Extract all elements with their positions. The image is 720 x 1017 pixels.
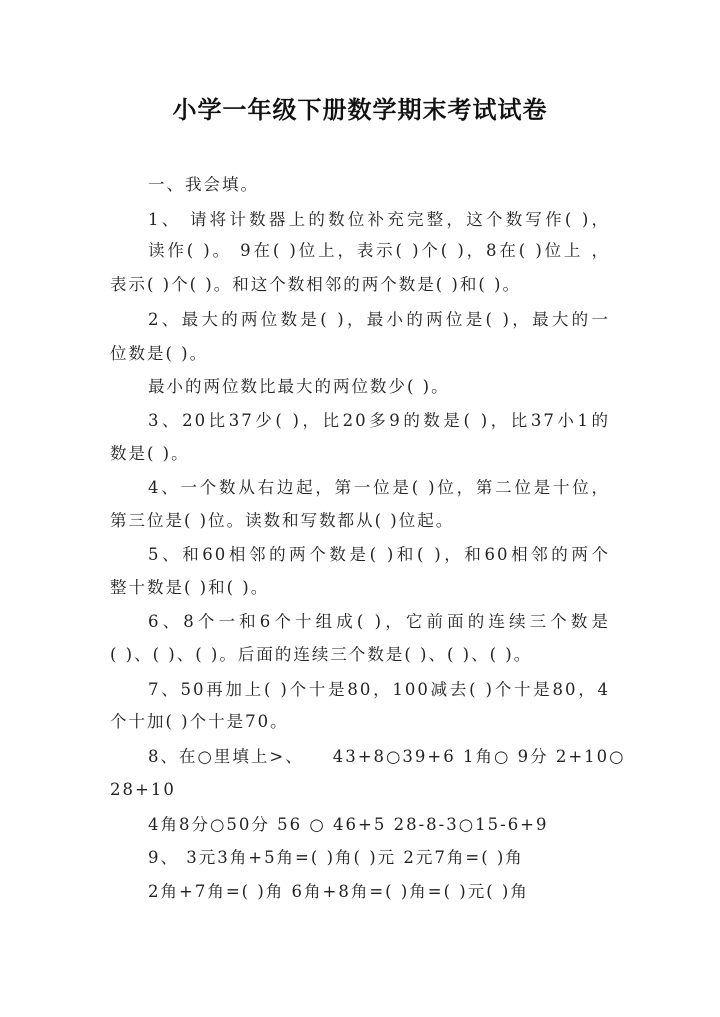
question-2-line-3: 最小的两位数比最大的两位数少( )。	[148, 377, 450, 396]
question-3-line-2: 数是( )。	[110, 444, 190, 463]
question-1-line-1: 1、 请将计数器上的数位补充完整，这个数写作( )，	[148, 210, 610, 229]
question-6-line-1: 6、8个一和6个十组成( )，它前面的连续三个数是	[148, 612, 610, 631]
question-7-line-2: 个十加( )个十是70。	[110, 712, 289, 731]
question-1-line-2: 读作( )。 9在( )位上，表示( )个( )，8在( )位上 ，	[148, 241, 610, 260]
question-3-line-1: 3、20比37少( )，比20多9的数是( )，比37小1的	[148, 411, 610, 430]
question-8-line-1: 8、在○里填上>、 43+8○39+6 1角○ 9分 2+10○	[148, 747, 626, 766]
question-8-line-3: 4角8分○50分 56 ○ 46+5 28-8-3○15-6+9	[148, 815, 549, 834]
question-4-line-1: 4、一个数从右边起，第一位是( )位，第二位是十位，	[148, 478, 610, 497]
document-title: 小学一年级下册数学期末考试试卷	[172, 95, 548, 124]
question-9-line-2: 2角+7角=( )角 6角+8角=( )角=( )元( )角	[148, 882, 529, 901]
question-9-line-1: 9、 3元3角+5角=( )角( )元 2元7角=( )角	[148, 848, 524, 867]
question-8-line-2: 28+10	[110, 780, 176, 799]
question-5-line-1: 5、和60相邻的两个数是( )和( )，和60相邻的两个	[148, 545, 610, 564]
section-heading: 一、我会填。	[148, 175, 259, 194]
question-2-line-1: 2、最大的两位数是( )，最小的两位是( )，最大的一	[148, 310, 610, 329]
question-7-line-1: 7、50再加上( )个十是80，100减去( )个十是80，4	[148, 680, 610, 699]
question-4-line-2: 第三位是( )位。读数和写数都从( )位起。	[110, 511, 455, 530]
question-1-line-3: 表示( )个( )。和这个数相邻的两个数是( )和( )。	[110, 275, 521, 294]
question-5-line-2: 整十数是( )和( )。	[110, 578, 270, 597]
question-6-line-2: ( )、( )、( )。后面的连续三个数是( )、( )、( )。	[110, 645, 533, 664]
question-2-line-2: 位数是( )。	[110, 344, 209, 363]
